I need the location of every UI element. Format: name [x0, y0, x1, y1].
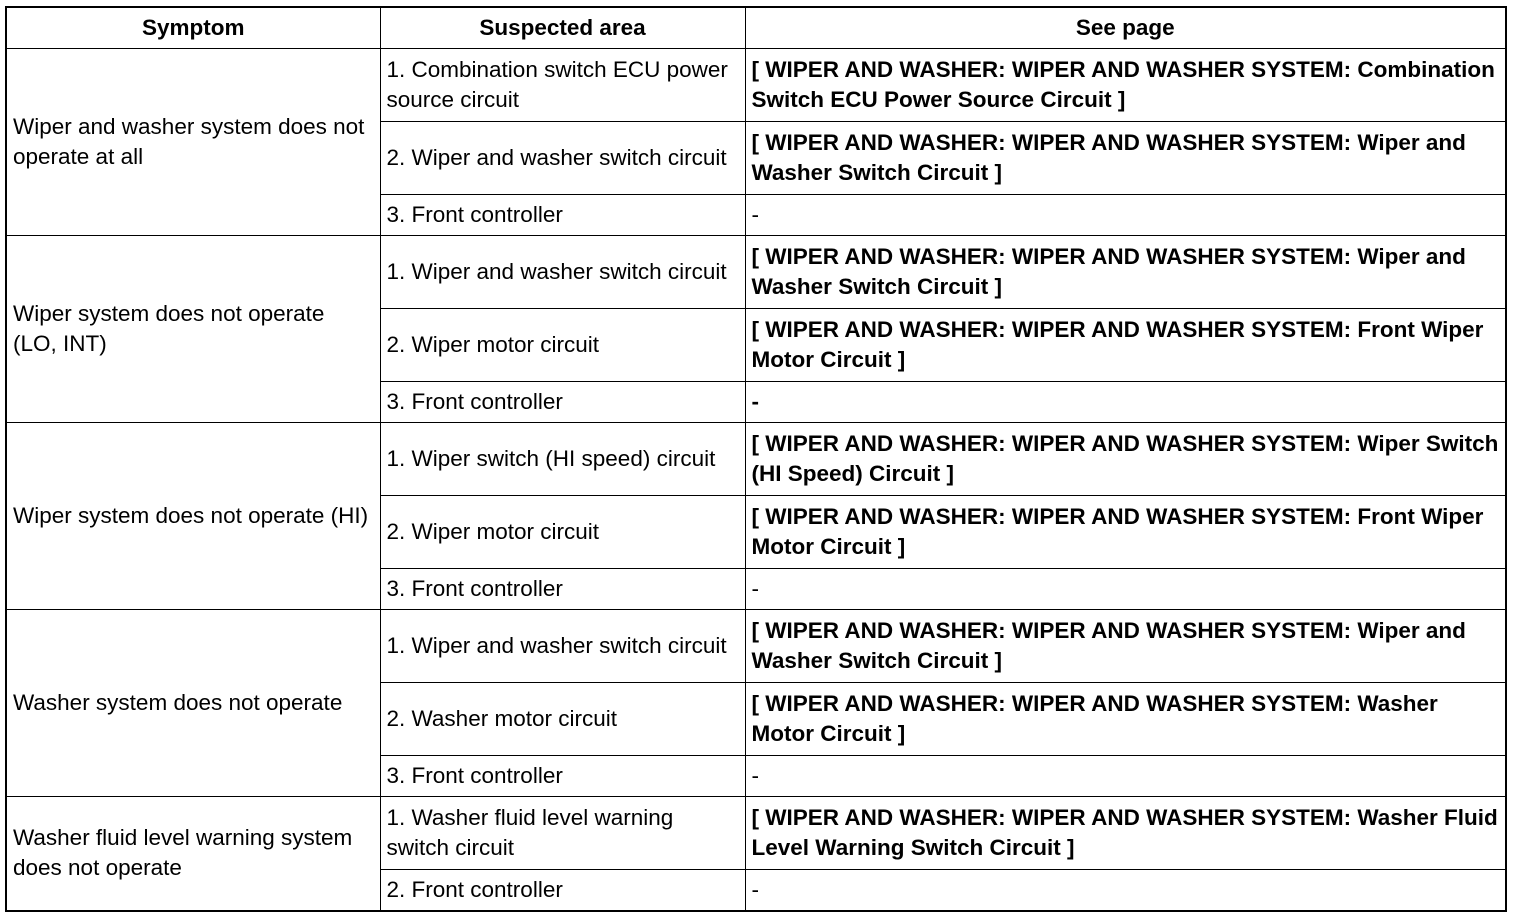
see-page-link[interactable]: [ WIPER AND WASHER: WIPER AND WASHER SYSTEM: Front Wiper Motor Circuit ]: [745, 496, 1505, 569]
suspected-area-cell: 2. Washer motor circuit: [380, 683, 745, 756]
suspected-area-cell: 1. Combination switch ECU power source circuit: [380, 49, 745, 122]
symptom-cell: Wiper and washer system does not operate at all: [7, 49, 380, 236]
see-page-link[interactable]: [ WIPER AND WASHER: WIPER AND WASHER SYSTEM: Wiper and Washer Switch Circuit ]: [745, 122, 1505, 195]
suspected-area-cell: 3. Front controller: [380, 195, 745, 236]
suspected-area-cell: 3. Front controller: [380, 382, 745, 423]
suspected-area-cell: 1. Washer fluid level warning switch circuit: [380, 797, 745, 870]
see-page-link[interactable]: [ WIPER AND WASHER: WIPER AND WASHER SYSTEM: Wiper Switch (HI Speed) Circuit ]: [745, 423, 1505, 496]
see-page-cell: -: [745, 870, 1505, 911]
table-row: [7, 797, 1505, 870]
symptom-cell: Wiper system does not operate (HI): [7, 423, 380, 610]
suspected-area-cell: 1. Wiper and washer switch circuit: [380, 236, 745, 309]
suspected-area-cell: 2. Front controller: [380, 870, 745, 911]
see-page-cell: -: [745, 195, 1505, 236]
header-symptom: Symptom: [7, 8, 380, 49]
see-page-link[interactable]: [ WIPER AND WASHER: WIPER AND WASHER SYSTEM: Washer Motor Circuit ]: [745, 683, 1505, 756]
see-page-cell: -: [745, 569, 1505, 610]
header-suspected-area: Suspected area: [380, 8, 745, 49]
see-page-link[interactable]: [ WIPER AND WASHER: WIPER AND WASHER SYSTEM: Wiper and Washer Switch Circuit ]: [745, 610, 1505, 683]
header-see-page: See page: [745, 8, 1505, 49]
suspected-area-cell: 3. Front controller: [380, 569, 745, 610]
suspected-area-cell: 1. Wiper switch (HI speed) circuit: [380, 423, 745, 496]
see-page-cell: -: [745, 382, 1505, 423]
suspected-area-cell: 2. Wiper motor circuit: [380, 309, 745, 382]
suspected-area-cell: 3. Front controller: [380, 756, 745, 797]
table-row: [7, 610, 1505, 683]
see-page-link[interactable]: [ WIPER AND WASHER: WIPER AND WASHER SYSTEM: Combination Switch ECU Power Source Circuit ]: [745, 49, 1505, 122]
see-page-cell: -: [745, 756, 1505, 797]
suspected-area-cell: 1. Wiper and washer switch circuit: [380, 610, 745, 683]
symptom-table: [7, 8, 1505, 911]
symptom-cell: Wiper system does not operate (LO, INT): [7, 236, 380, 423]
table-row: [7, 423, 1505, 496]
table-row: [7, 49, 1505, 122]
table-row: [7, 236, 1505, 309]
diagnostic-table-frame: [5, 6, 1507, 912]
suspected-area-cell: 2. Wiper and washer switch circuit: [380, 122, 745, 195]
symptom-cell: Washer fluid level warning system does not operate: [7, 797, 380, 911]
suspected-area-cell: 2. Wiper motor circuit: [380, 496, 745, 569]
see-page-link[interactable]: [ WIPER AND WASHER: WIPER AND WASHER SYSTEM: Wiper and Washer Switch Circuit ]: [745, 236, 1505, 309]
see-page-link[interactable]: [ WIPER AND WASHER: WIPER AND WASHER SYSTEM: Front Wiper Motor Circuit ]: [745, 309, 1505, 382]
see-page-link[interactable]: [ WIPER AND WASHER: WIPER AND WASHER SYSTEM: Washer Fluid Level Warning Switch Circuit ]: [745, 797, 1505, 870]
symptom-cell: Washer system does not operate: [7, 610, 380, 797]
